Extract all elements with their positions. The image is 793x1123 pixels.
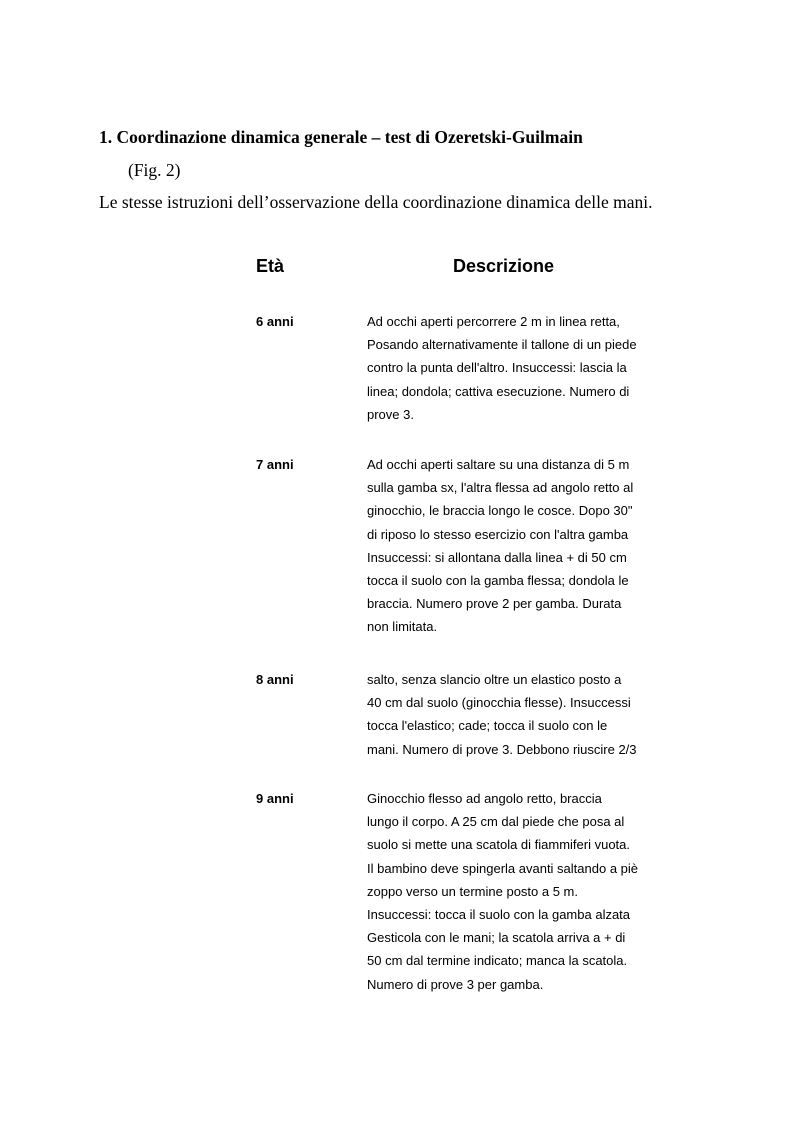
description-line: non limitata. <box>367 619 438 635</box>
description-line: Insuccessi: tocca il suolo con la gamba alzata <box>367 907 631 923</box>
description-line: ginocchio, le braccia longo le cosce. Dopo 30" <box>367 503 633 519</box>
description-line: braccia. Numero prove 2 per gamba. Durata <box>367 596 622 612</box>
description-line: prove 3. <box>367 406 414 422</box>
description-line: salto, senza slancio oltre un elastico posto a <box>367 672 622 687</box>
section-heading: 1. Coordinazione dinamica generale – test di Ozeretski-Guilmain <box>99 127 583 147</box>
age-cell-6: 6 anni <box>256 314 294 329</box>
age-cell-9: 9 anni <box>256 791 294 806</box>
description-line: 50 cm dal termine indicato; manca la scatola. <box>367 953 628 969</box>
description-line: zoppo verso un termine posto a 5 m. <box>367 883 579 899</box>
description-line: tocca l'elastico; cade; tocca il suolo con le <box>367 718 608 734</box>
description-line: Insuccessi: si allontana dalla linea + di 50 cm <box>367 549 627 565</box>
description-line: Ginocchio flesso ad angolo retto, braccia <box>367 791 602 806</box>
description-cell-7 <box>367 453 667 639</box>
figure-reference: (Fig. 2) <box>128 160 181 180</box>
description-line: Ad occhi aperti saltare su una distanza di 5 m <box>367 457 630 472</box>
description-cell-9 <box>367 787 667 996</box>
description-line: mani. Numero di prove 3. Debbono riuscire 2/3 <box>367 741 637 757</box>
description-line: linea; dondola; cattiva esecuzione. Numero di <box>367 383 630 399</box>
description-cell-6 <box>367 310 667 426</box>
description-line: tocca il suolo con la gamba flessa; dondola le <box>367 573 629 589</box>
description-line: suolo si mette una scatola di fiammiferi vuota. <box>367 837 631 853</box>
description-line: Gesticola con le mani; la scatola arriva a + di <box>367 930 626 946</box>
description-line: Ad occhi aperti percorrere 2 m in linea retta, <box>367 314 620 329</box>
age-cell-8: 8 anni <box>256 672 294 687</box>
column-header-description: Descrizione <box>453 256 555 276</box>
description-line: Posando alternativamente il tallone di un piede <box>367 337 637 353</box>
description-line: sulla gamba sx, l'altra flessa ad angolo retto al <box>367 480 634 496</box>
description-line: di riposo lo stesso esercizio con l'altra gamba <box>367 526 629 542</box>
age-cell-7: 7 anni <box>256 457 294 472</box>
description-line: Numero di prove 3 per gamba. <box>367 976 544 992</box>
intro-paragraph: Le stesse istruzioni dell’osservazione della coordinazione dinamica delle mani. <box>99 192 653 212</box>
description-cell-8 <box>367 668 667 761</box>
description-line: Il bambino deve spingerla avanti saltando a piè <box>367 860 639 876</box>
description-line: lungo il corpo. A 25 cm dal piede che posa al <box>367 814 625 830</box>
column-header-age: Età <box>256 256 285 276</box>
description-line: contro la punta dell'altro. Insuccessi: lascia la <box>367 360 627 376</box>
description-line: 40 cm dal suolo (ginocchia flesse). Insuccessi <box>367 695 631 711</box>
